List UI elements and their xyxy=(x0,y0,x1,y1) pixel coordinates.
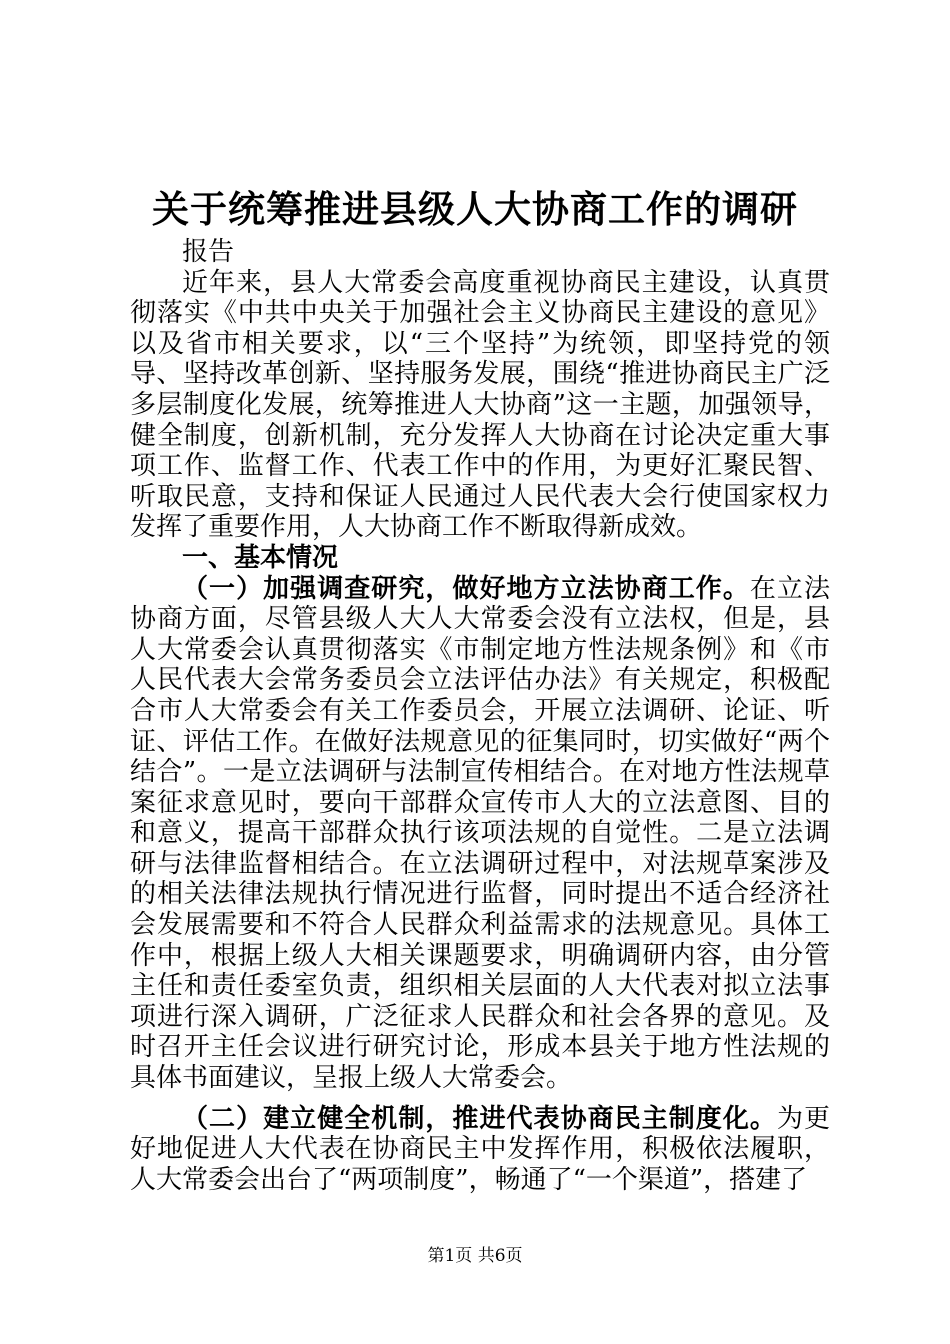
paragraph-gap xyxy=(130,1094,830,1104)
item-one-text: 在立法协商方面，尽管县级人大人大常委会没有立法权，但是，县人大常委会认真贯彻落实《市制定地方性法规条例》和《市人民代表大会常务委员会立法评估办法》有关规定，积极配合市人大常委会有关工作委员会，开展立法调研、论证、听证、评估工作。在做好法规意见的征集同时，切实做好“两个结合”。一是立法调研与法制宣传相结合。在对地方性法规草案征求意见时，要向干部群众宣传市人大的立法意图、目的和意义，提高干部群众执行该项法规的自觉性。二是立法调研与法律监督相结合。在立法调研过程中，对法规草案涉及的相关法律法规执行情况进行监督，同时提出不适合经济社会发展需要和不符合人民群众利益需求的法规意见。具体工作中，根据上级人大相关课题要求，明确调研内容，由分管主任和责任委室负责，组织相关层面的人大代表对拟立法事项进行深入调研，广泛征求人民群众和社会各界的意见。及时召开主任会议进行研究讨论，形成本县关于地方性法规的具体书面建议，呈报上级人大常委会。 xyxy=(130,573,830,1094)
subtitle-line: 报告 xyxy=(182,237,235,267)
item-two-lead: （二）建立健全机制，推进代表协商民主制度化。 xyxy=(182,1103,777,1134)
item-one-lead: （一）加强调查研究，做好地方立法协商工作。 xyxy=(182,573,750,604)
document-body xyxy=(130,237,830,1195)
item-two-text: 为更好地促进人大代表在协商民主中发挥作用，积极依法履职，人大常委会出台了“两项制度”，畅通了“一个渠道”，搭建了 xyxy=(130,1103,830,1195)
item-one-paragraph xyxy=(130,574,830,1094)
item-two-paragraph xyxy=(130,1104,830,1196)
page-footer: 第1页 共6页 xyxy=(427,1246,523,1266)
section-heading-basic: 一、基本情况 xyxy=(182,542,339,573)
intro-paragraph: 近年来，县人大常委会高度重视协商民主建设，认真贯彻落实《中共中央关于加强社会主义协商民主建设的意见》以及省市相关要求，以“三个坚持”为统领，即坚持党的领导、坚持改革创新、坚持服务发展，围绕“推进协商民主广泛多层制度化发展，统筹推进人大协商”这一主题，加强领导，健全制度，创新机制，充分发挥人大协商在讨论决定重大事项工作、监督工作、代表工作中的作用，为更好汇聚民智、听取民意，支持和保证人民通过人民代表大会行使国家权力发挥了重要作用，人大协商工作不断取得新成效。 xyxy=(130,267,830,543)
document-title: 关于统筹推进县级人大协商工作的调研 xyxy=(152,187,798,231)
